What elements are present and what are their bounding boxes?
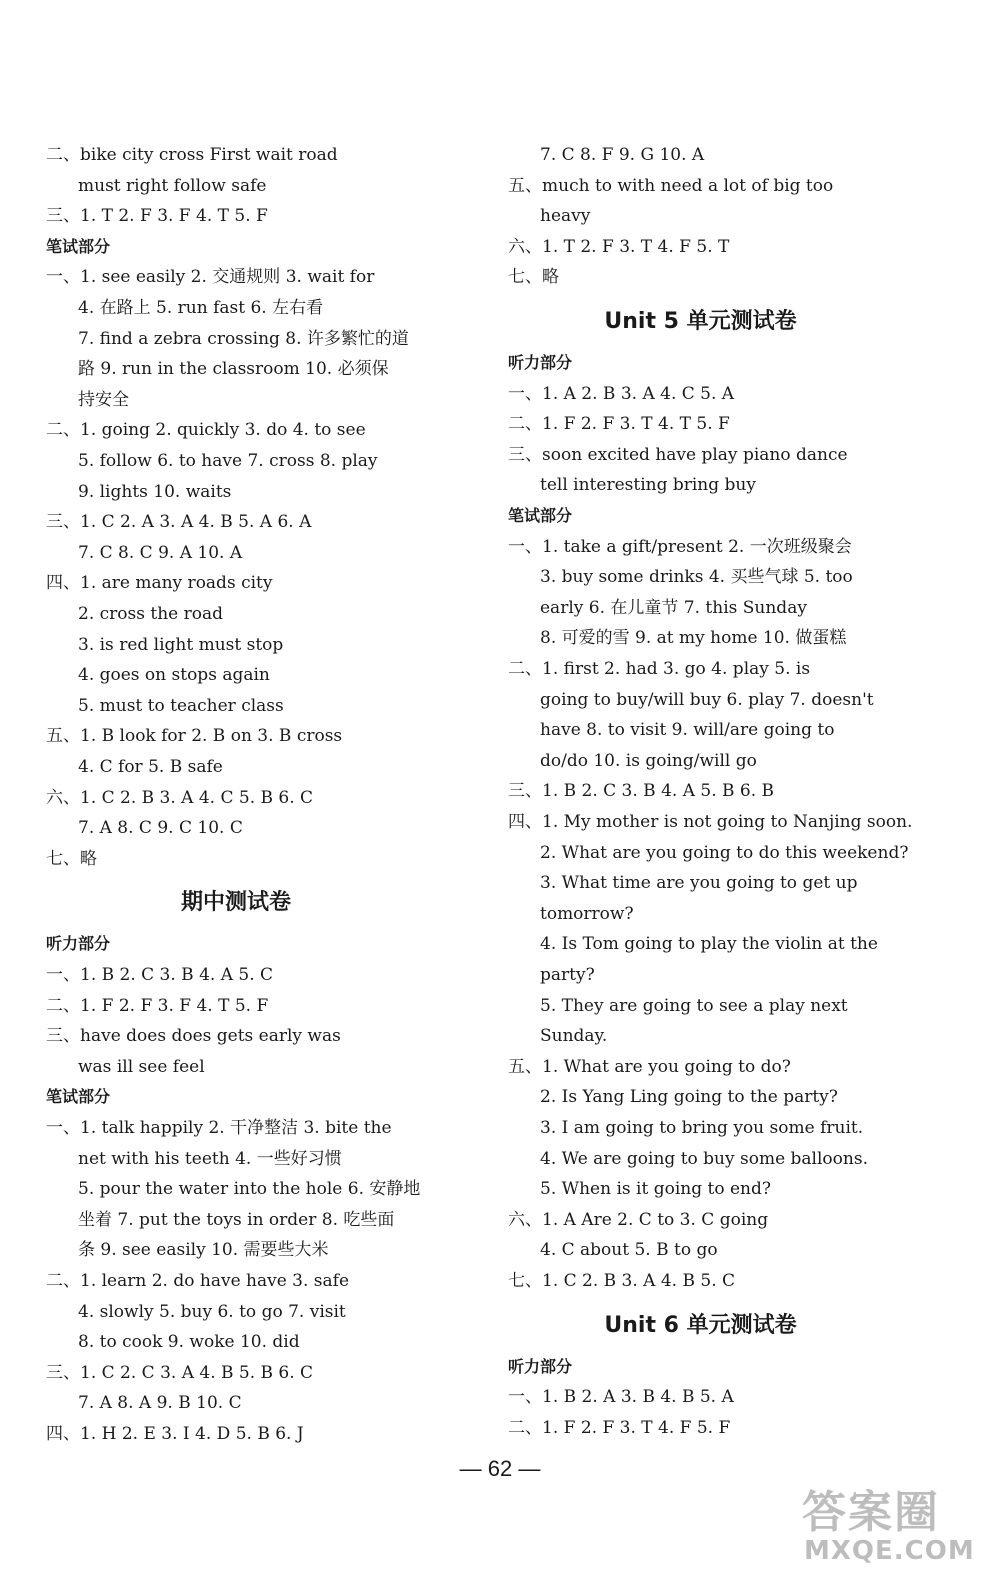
- answer-line: going to buy/will buy 6. play 7. doesn't: [540, 689, 874, 710]
- answer-line: 七、1. C 2. B 3. A 4. B 5. C: [508, 1271, 736, 1291]
- answer-line: 4. slowly 5. buy 6. to go 7. visit: [78, 1301, 346, 1322]
- answer-line: 六、1. T 2. F 3. T 4. F 5. T: [508, 236, 730, 257]
- answer-line: 三、have does does gets early was: [46, 1026, 341, 1047]
- answer-line: 4. C about 5. B to go: [540, 1240, 718, 1261]
- answer-line: 4. Is Tom going to play the violin at the: [540, 934, 878, 955]
- answer-line: 2. Is Yang Ling going to the party?: [540, 1087, 838, 1108]
- answer-line: 一、1. B 2. C 3. B 4. A 5. C: [46, 965, 274, 985]
- answer-line: 七、略: [508, 267, 559, 288]
- answer-line: 7. A 8. C 9. C 10. C: [78, 818, 243, 839]
- answer-line: 5. must to teacher class: [78, 695, 284, 716]
- answer-line: 2. cross the road: [78, 604, 223, 624]
- answer-line: 9. lights 10. waits: [78, 481, 232, 502]
- answer-line: 三、1. B 2. C 3. B 4. A 5. B 6. B: [508, 781, 775, 802]
- answer-line: 2. What are you going to do this weekend?: [540, 842, 909, 863]
- answer-line: heavy: [540, 206, 591, 227]
- answer-line: 7. find a zebra crossing 8. 许多繁忙的道: [78, 328, 409, 349]
- answer-line: 5. follow 6. to have 7. cross 8. play: [78, 451, 378, 471]
- answer-line: 四、1. are many roads city: [46, 573, 273, 594]
- answer-line: Sunday.: [540, 1026, 608, 1047]
- answer-line: 二、bike city cross First wait road: [46, 145, 338, 165]
- answer-line: 路 9. run in the classroom 10. 必须保: [78, 359, 389, 380]
- answer-line: 3. buy some drinks 4. 买些气球 5. too: [540, 567, 853, 588]
- answer-line: was ill see feel: [78, 1056, 205, 1077]
- answer-line: 4. 在路上 5. run fast 6. 左右看: [78, 298, 324, 318]
- answer-line: 坐着 7. put the toys in order 8. 吃些面: [78, 1209, 395, 1230]
- page-number: — 62 —: [459, 1456, 541, 1481]
- answer-line: 条 9. see easily 10. 需要些大米: [78, 1240, 329, 1261]
- answer-line: 一、1. take a gift/present 2. 一次班级聚会: [508, 536, 852, 557]
- answer-line: 7. A 8. A 9. B 10. C: [78, 1393, 242, 1414]
- section-subheading: 听力部分: [508, 1356, 573, 1376]
- answer-line: 5. pour the water into the hole 6. 安静地: [78, 1179, 421, 1200]
- answer-line: 六、1. A Are 2. C to 3. C going: [508, 1209, 769, 1230]
- answer-line: early 6. 在儿童节 7. this Sunday: [540, 597, 807, 618]
- answer-line: 4. We are going to buy some balloons.: [540, 1148, 868, 1169]
- section-subheading: 笔试部分: [46, 1087, 111, 1107]
- answer-line: 4. goes on stops again: [78, 665, 270, 686]
- answer-line: 3. What time are you going to get up: [540, 873, 858, 894]
- watermark-cjk-text: 答案圈: [802, 1487, 940, 1538]
- answer-line: 七、略: [46, 848, 97, 869]
- answer-line: 二、1. F 2. F 3. T 4. T 5. F: [508, 414, 730, 435]
- answer-line: 二、1. F 2. F 3. F 4. T 5. F: [46, 995, 269, 1016]
- answer-line: net with his teeth 4. 一些好习惯: [78, 1148, 342, 1169]
- answer-line: 二、1. going 2. quickly 3. do 4. to see: [46, 420, 366, 441]
- answer-line: do/do 10. is going/will go: [540, 750, 757, 771]
- answer-line: tell interesting bring buy: [540, 475, 756, 496]
- section-subheading: 听力部分: [508, 353, 573, 372]
- answer-line: 一、1. see easily 2. 交通规则 3. wait for: [46, 267, 375, 288]
- answer-line: 二、1. F 2. F 3. T 4. F 5. F: [508, 1417, 731, 1438]
- section-title: 期中测试卷: [180, 890, 291, 916]
- answer-line: 五、1. What are you going to do?: [508, 1056, 791, 1077]
- answer-line: 一、1. A 2. B 3. A 4. C 5. A: [508, 383, 735, 404]
- answer-line: 3. I am going to bring you some fruit.: [540, 1118, 864, 1138]
- answer-line: 3. is red light must stop: [78, 634, 284, 655]
- answer-line: 三、1. T 2. F 3. F 4. T 5. F: [46, 206, 268, 227]
- answer-line: 5. When is it going to end?: [540, 1179, 771, 1200]
- answer-line: 7. C 8. F 9. G 10. A: [540, 145, 705, 165]
- answer-line: 7. C 8. C 9. A 10. A: [78, 542, 243, 563]
- answer-line: 四、1. My mother is not going to Nanjing soon.: [508, 812, 913, 832]
- answer-line: 四、1. H 2. E 3. I 4. D 5. B 6. J: [46, 1424, 304, 1444]
- answer-line: 一、1. B 2. A 3. B 4. B 5. A: [508, 1387, 734, 1408]
- answer-line: 一、1. talk happily 2. 干净整洁 3. bite the: [46, 1118, 392, 1138]
- watermark-logo: [794, 1468, 975, 1572]
- answer-line: party?: [540, 965, 595, 985]
- answer-line: 三、1. C 2. A 3. A 4. B 5. A 6. A: [46, 512, 312, 533]
- answer-line: 8. to cook 9. woke 10. did: [78, 1332, 300, 1353]
- section-subheading: 听力部分: [46, 934, 111, 954]
- section-title: Unit 6 单元测试卷: [604, 1312, 797, 1338]
- section-subheading: 笔试部分: [46, 236, 111, 256]
- section-subheading: 笔试部分: [508, 506, 573, 525]
- answer-line: tomorrow?: [540, 903, 634, 924]
- answer-line: 二、1. learn 2. do have have 3. safe: [46, 1271, 350, 1291]
- answer-line: have 8. to visit 9. will/are going to: [540, 720, 835, 741]
- answer-line: 三、soon excited have play piano dance: [508, 444, 848, 465]
- answer-line: 五、much to with need a lot of big too: [508, 175, 834, 196]
- answer-line: 5. They are going to see a play next: [540, 995, 848, 1016]
- answer-line: 三、1. C 2. C 3. A 4. B 5. B 6. C: [46, 1362, 314, 1383]
- answer-line: 持安全: [78, 389, 129, 410]
- answer-line: 二、1. first 2. had 3. go 4. play 5. is: [508, 659, 811, 679]
- watermark-latin-text: MXQE.COM: [804, 1536, 975, 1566]
- answer-line: 五、1. B look for 2. B on 3. B cross: [46, 726, 343, 747]
- answer-line: 六、1. C 2. B 3. A 4. C 5. B 6. C: [46, 787, 314, 808]
- answer-line: 8. 可爱的雪 9. at my home 10. 做蛋糕: [540, 628, 847, 649]
- section-title: Unit 5 单元测试卷: [604, 309, 797, 334]
- answer-line: must right follow safe: [78, 175, 267, 196]
- answer-line: 4. C for 5. B safe: [78, 757, 223, 777]
